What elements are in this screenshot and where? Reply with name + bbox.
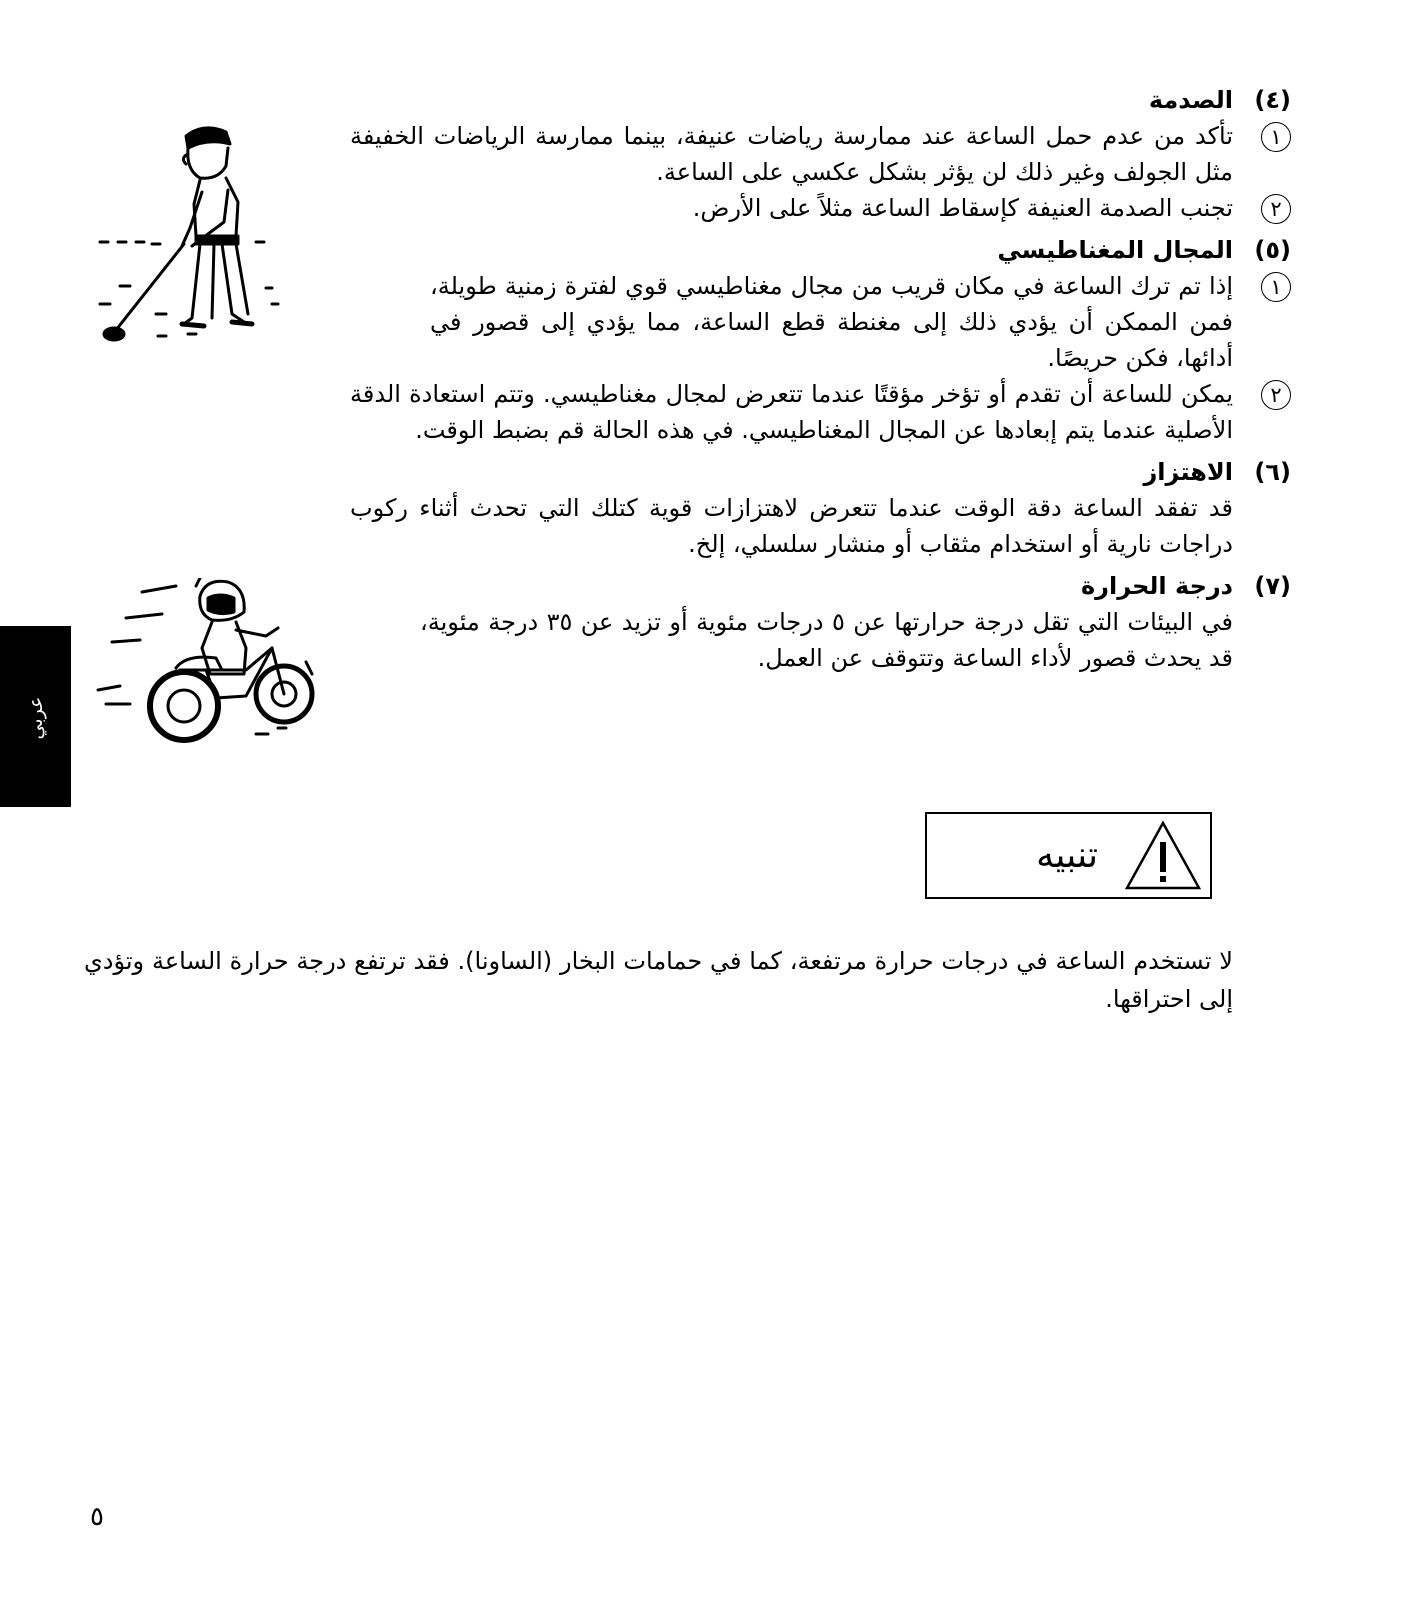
golfer-illustration [96,118,286,358]
section-title: درجة الحرارة [1080,572,1233,600]
section-title: الصدمة [1148,86,1233,114]
warning-triangle-icon [1124,820,1202,892]
section-number: (٦) [1254,458,1291,486]
section-heading-vibration [350,454,1291,490]
item-text: إذا تم ترك الساعة في مكان قريب من مجال مغناطيسي قوي لفترة زمنية طويلة، فمن الممكن أن يؤدي ذلك إلى مغنطة قطع الساعة، مما يؤدي إلى قصور في أدائها، فكن حريصًا. [430,272,1233,372]
item-text: تجنب الصدمة العنيفة كإسقاط الساعة مثلاً على الأرض. [692,194,1233,222]
section-number: (٥) [1254,236,1291,264]
caution-text: لا تستخدم الساعة في درجات حرارة مرتفعة، كما في حمامات البخار (الساونا). فقد ترتفع درجة حرارة الساعة وتؤدي إلى احتراقها. [84,947,1233,1013]
section-heading-temperature [350,568,1291,604]
section-title: الاهتزاز [1143,458,1233,486]
list-item [350,118,1282,190]
caution-box [925,812,1212,899]
circled-number: ٢ [1261,194,1291,224]
list-item [350,190,1282,226]
section-text: في البيئات التي تقل درجة حرارتها عن ٥ درجات مئوية أو تزيد عن ٣٥ درجة مئوية، قد يحدث قصور لأداء الساعة وتتوقف عن العمل. [420,608,1233,672]
section-heading-magnetic [350,232,1291,268]
caution-label: تنبيه [1036,835,1098,876]
list-item [350,376,1282,448]
page-number: ٥ [90,1502,104,1532]
list-item [430,268,1282,376]
motorcyclist-illustration [96,578,336,758]
section-text: قد تفقد الساعة دقة الوقت عندما تتعرض لاهتزازات قوية كتلك التي تحدث أثناء ركوب دراجات نارية أو استخدام مثقاب أو منشار سلسلي، إلخ. [350,494,1233,558]
item-text: يمكن للساعة أن تقدم أو تؤخر مؤقتًا عندما تتعرض لمجال مغناطيسي. وتتم استعادة الدقة الأصلية عندما يتم إبعادها عن المجال المغناطيسي. في هذه الحالة قم بضبط الوقت. [350,380,1233,444]
section-heading-shock [350,82,1291,118]
section-number: (٧) [1254,572,1291,600]
language-tab [0,626,71,807]
circled-number: ١ [1261,272,1291,302]
document-body [350,82,1291,676]
section-title: المجال المغناطيسي [997,236,1233,264]
circled-number: ٢ [1261,380,1291,410]
circled-number: ١ [1261,122,1291,152]
section-number: (٤) [1254,86,1291,114]
item-text: تأكد من عدم حمل الساعة عند ممارسة رياضات عنيفة، بينما ممارسة الرياضات الخفيفة مثل الجولف وغير ذلك لن يؤثر بشكل عكسي على الساعة. [350,122,1233,186]
language-tab-label: عربي [25,696,47,740]
